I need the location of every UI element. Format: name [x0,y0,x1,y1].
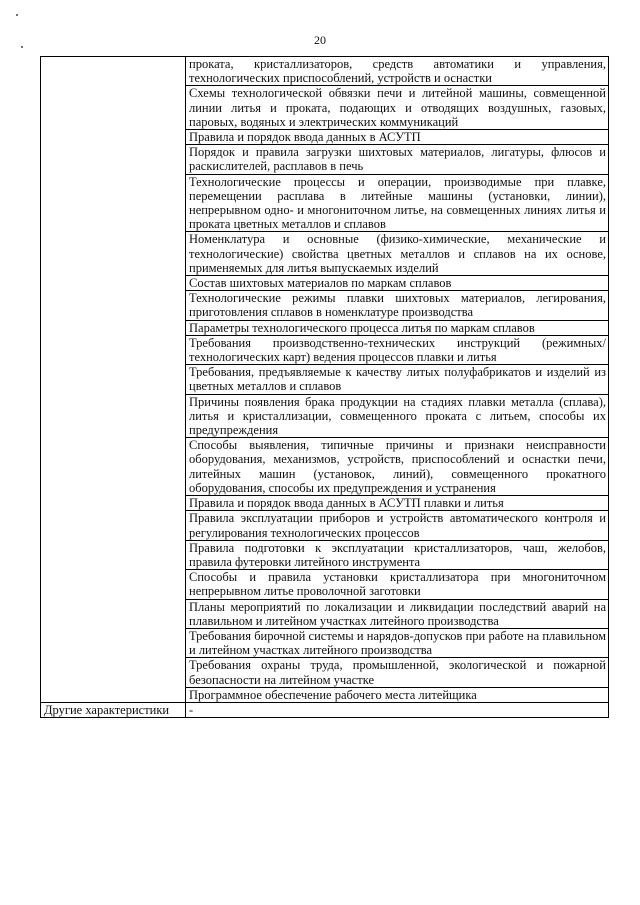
table-cell [186,276,609,291]
table-cell [186,232,609,276]
table-cell [186,628,609,657]
cell-text: Правила подготовки к эксплуатации кристаллизаторов, чаш, желобов, правила футеровки литейного инструмента [189,540,606,569]
cell-text: Схемы технологической обвязки печи и литейной машины, совмещенной линии литья и проката, подающих и отводящих воздушных, газовых, паровых, водяных и электрических коммуникаций [189,86,606,129]
table-cell [41,702,186,717]
table-cell [186,57,609,86]
cell-text: Технологические режимы плавки шихтовых материалов, легирования, приготовления сплавов в номенклатуре производства [189,291,606,320]
cell-text: Правила эксплуатации приборов и устройств автоматического контроля и регулирования технологических процессов [189,511,606,540]
table-cell [186,86,609,130]
scan-speck [16,14,18,16]
cell-text: Требования, предъявляемые к качеству литых полуфабрикатов и изделий из цветных металлов и сплавов [189,365,606,394]
table-cell [186,145,609,174]
cell-text: Способы выявления, типичные причины и признаки неисправности оборудования, механизмов, устройств, приспособлений и оснастки печи, литейных машин (установок, линий), совмещенного прокатного оборудования, способы их предупреждения и устранения [189,438,606,495]
left-merged-cell [41,57,186,703]
table-body [41,57,609,718]
cell-text: Технологические процессы и операции, производимые при плавке, перемещении расплава в литейные машины (установки, линии), непрерывном одно- и многониточном литье, на совмещенных линиях литья и проката цветных металлов и сплавов [189,174,606,232]
cell-text: Правила и порядок ввода данных в АСУТП плавки и литья [189,496,504,511]
cell-text: Состав шихтовых материалов по маркам сплавов [189,276,452,291]
page-number: 20 [314,33,326,47]
cell-text: Требования бирочной системы и нарядов-допусков при работе на плавильном и литейном участках литейного производства [189,628,606,658]
cell-text: Причины появления брака продукции на стадиях плавки металла (сплава), литья и кристаллизации, совмещенного проката с литьем, способы их предупреждения [189,394,606,438]
table-cell [186,291,609,320]
table-cell [186,511,609,540]
table-cell [186,658,609,687]
cell-text: Правила и порядок ввода данных в АСУТП [189,130,421,145]
cell-text: Планы мероприятий по локализации и ликвидации последствий аварий на плавильном и литейном участках литейного производства [189,599,606,628]
cell-text: проката, кристаллизаторов, средств автоматики и управления, технологических приспособлений, устройств и оснастки [189,57,606,86]
table-cell [186,599,609,628]
table-cell [186,438,609,496]
cell-text: Порядок и правила загрузки шихтовых материалов, лигатуры, флюсов и раскислителей, расплавов в печь [189,145,606,174]
cell-text: Параметры технологического процесса литья по маркам сплавов [189,320,535,335]
cell-text: Программное обеспечение рабочего места литейщика [189,687,477,702]
table-cell [186,570,609,599]
table-cell [186,174,609,232]
cell-text: Требования охраны труда, промышленной, экологической и пожарной безопасности на литейном участке [189,658,606,687]
cell-text: Способы и правила установки кристаллизатора при многониточном непрерывном литье проволочной заготовки [189,570,606,599]
table-row-other-characteristics [41,702,609,717]
table-cell [186,365,609,394]
cell-text: - [189,702,194,717]
table-cell [186,687,609,702]
table-cell [186,130,609,145]
cell-text: Требования производственно-технических инструкций (режимных/технологических карт) ведения процессов плавки и литья [189,335,606,365]
table-cell [186,394,609,438]
row-label: Другие характеристики [44,702,170,717]
table-cell [186,496,609,511]
cell-text: Номенклатура и основные (физико-химические, механические и технологические) свойства цветных металлов и сплавов на их основе, применяемых для литья выпускаемых изделий [189,232,606,275]
table-cell [186,335,609,364]
table-cell [186,540,609,569]
table-row [41,57,609,86]
table-cell [186,320,609,335]
table-cell [186,702,609,717]
requirements-table [40,56,609,718]
